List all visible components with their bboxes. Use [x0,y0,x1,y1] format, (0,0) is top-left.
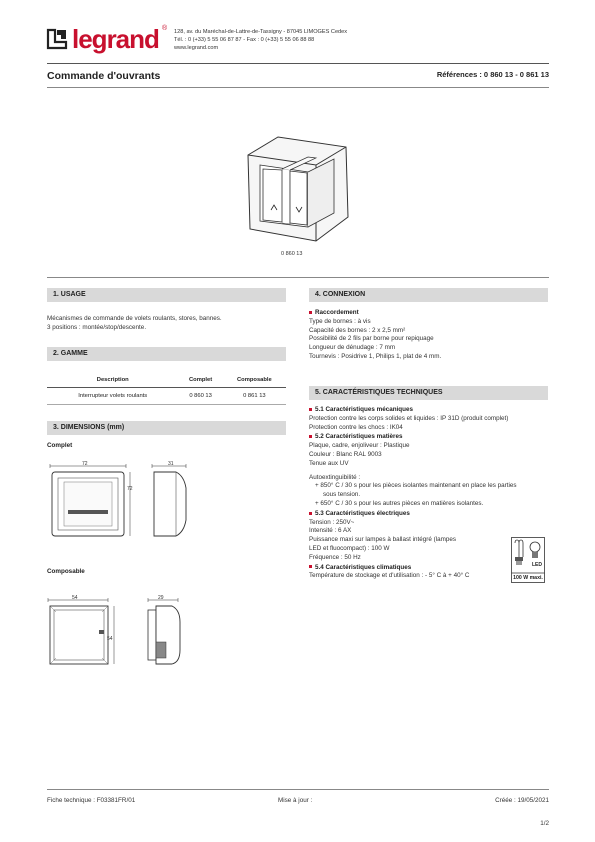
mat-line: Tenue aux UV [309,459,349,467]
raccordement-label: Raccordement [315,309,359,316]
usage-line: 3 positions : montée/stop/descente. [47,323,147,331]
cell-description: Interrupteur volets roulants [47,388,178,405]
complet-side-drawing [148,458,198,538]
composable-front-drawing [42,592,122,672]
footer-divider [47,789,549,790]
mat-line: Couleur : Blanc RAL 9003 [309,450,382,458]
references: Références : 0 860 13 - 0 861 13 [436,70,549,79]
connexion-line: Type de bornes : à vis [309,317,371,325]
elec-line: Tension : 250V~ [309,518,355,526]
mat-title [309,433,551,442]
connexion-text [309,309,549,362]
brand-wordmark: legrand [72,24,159,54]
col-composable: Composable [223,373,286,388]
connexion-line: Capacité des bornes : 2 x 2,5 mm² [309,326,406,334]
dimensions-heading: 3. DIMENSIONS (mm) [47,421,286,435]
elec-line: LED et fluocompact) : 100 W [309,544,390,552]
clim-line: Température de stockage et d'utilisation : - 5° C à + 40° C [309,572,470,580]
usage-heading: 1. USAGE [47,288,286,302]
composable-side-drawing [142,592,192,672]
auto-line: + 650° C / 30 s pour les autres pièces en matières isolantes. [315,499,484,507]
gamme-table [47,373,286,405]
usage-text [47,315,287,333]
connexion-heading: 4. CONNEXION [309,288,548,302]
table-header-row [47,373,286,388]
complet-front-drawing [42,458,142,538]
legrand-logo-mark [46,28,68,50]
max-power-label: 100 W maxi. [513,575,543,581]
usage-line: Mécanismes de commande de volets roulants, stores, bannes. [47,315,222,322]
address-line: 128, av. du Maréchal-de-Lattre-de-Tassigny - 87045 LIMOGES Cedex [174,29,348,35]
section-divider [47,277,549,278]
product-caption: 0 860 13 [281,251,303,257]
elec-title-label: 5.3 Caractéristiques électriques [315,509,410,517]
complet-label: Complet [47,442,73,449]
header-divider [47,63,549,64]
led-label: LED [532,562,542,568]
meca-line: Protection contre les chocs : IK04 [309,423,403,431]
complet-width-dim: 72 [82,461,88,467]
elec-line: Intensité : 6 AX [309,527,352,535]
caracteristiques-heading: 5. CARACTÉRISTIQUES TECHNIQUES [309,386,548,400]
auto-line: sous tension. [323,491,361,499]
clim-title-label: 5.4 Caractéristiques climatiques [315,563,412,571]
document-title: Commande d'ouvrants [47,70,161,82]
meca-title [309,406,551,415]
elec-title [309,510,551,519]
connexion-line: Possibilité de 2 fils par borne pour repiquage [309,335,434,343]
composable-depth-dim: 29 [158,595,164,601]
website-link[interactable]: www.legrand.com [174,45,219,51]
bullet-icon [309,512,312,515]
company-address [174,28,347,52]
cell-composable: 0 861 13 [223,388,286,405]
elec-line: Puissance maxi sur lampes à ballast intégré (lampes [309,536,456,544]
col-complet: Complet [178,373,222,388]
mat-title-label: 5.2 Caractéristiques matières [315,433,403,441]
composable-label: Composable [47,568,85,575]
composable-width-dim: 54 [72,595,78,601]
auto-line: + 850° C / 30 s pour les pièces isolantes maintenant en place les parties [315,482,517,490]
fiche-reference: Fiche technique : F03381FR/01 [47,797,136,804]
update-date: Mise à jour : [278,797,313,804]
page-number: 1/2 [540,820,549,827]
col-description: Description [47,373,178,388]
raccordement-title [309,309,549,318]
registered-mark: ® [162,25,168,32]
meca-title-label: 5.1 Caractéristiques mécaniques [315,406,413,413]
bullet-icon [309,311,312,314]
contact-line: Tél. : 0 (+33) 5 55 06 87 87 - Fax : 0 (+33) 5 55 06 88 88 [174,37,315,43]
auto-title: Autoextinguibilité : [309,473,361,481]
creation-date: Créée : 19/05/2021 [495,797,549,804]
elec-line: Fréquence : 50 Hz [309,553,361,561]
cell-complet: 0 860 13 [178,388,222,405]
gamme-heading: 2. GAMME [47,347,286,361]
table-row [47,388,286,405]
bullet-icon [309,435,312,438]
complet-height-dim: 72 [127,486,133,492]
bullet-icon [309,408,312,411]
title-divider [47,87,549,88]
complet-depth-dim: 31 [168,461,174,467]
connexion-line: Longueur de dénudage : 7 mm [309,344,396,352]
product-image [238,125,356,243]
mat-line: Plaque, cadre, enjoliveur : Plastique [309,442,410,450]
connexion-line: Tournevis : Posidrive 1, Philips 1, plat de 4 mm. [309,352,442,360]
composable-height-dim: 54 [107,636,113,642]
bullet-icon [309,565,312,568]
meca-line: Protection contre les corps solides et liquides : IP 31D (produit complet) [309,414,509,422]
